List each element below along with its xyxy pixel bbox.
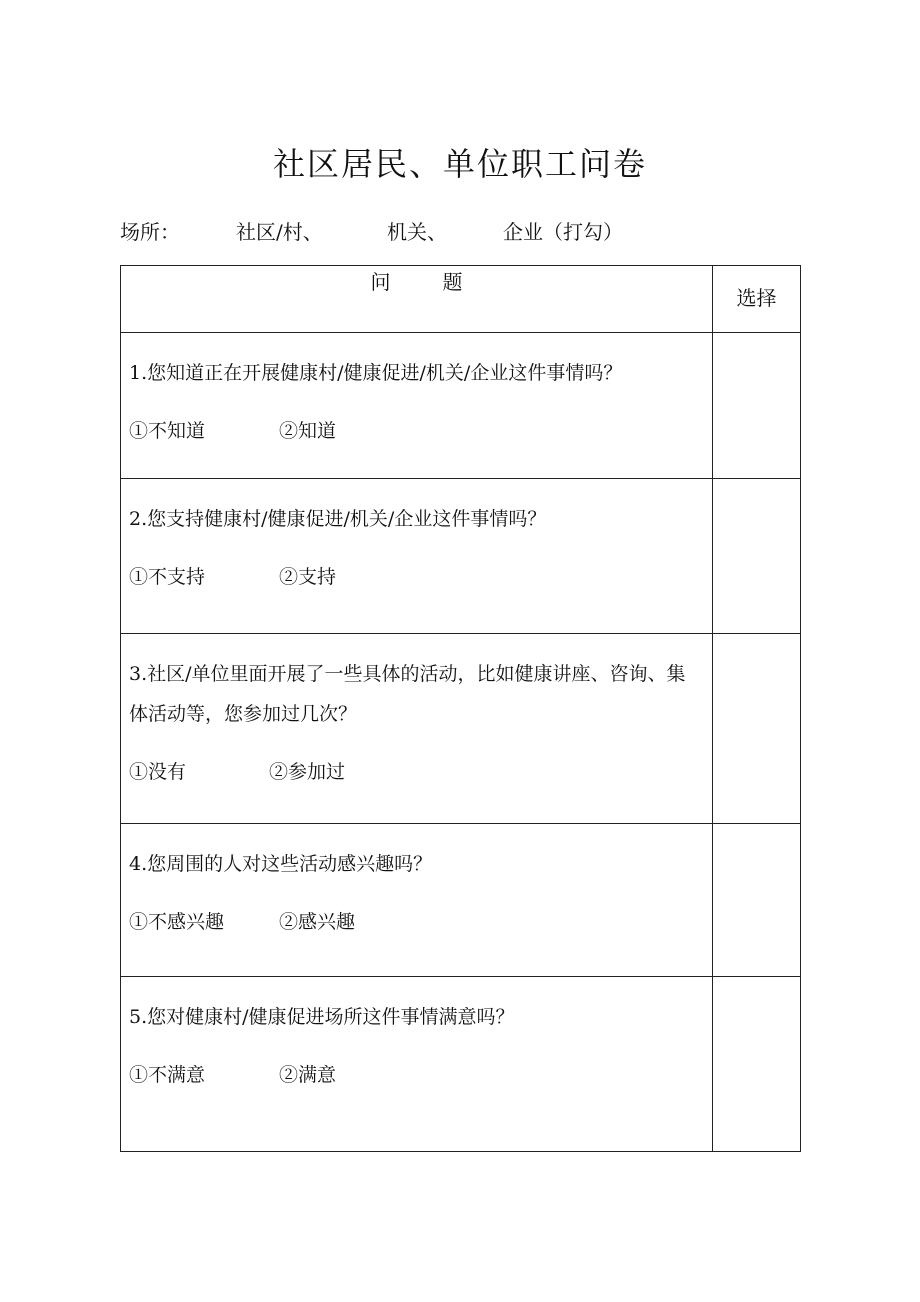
option-a[interactable]: ①不支持: [129, 566, 206, 588]
option-b[interactable]: ②知道: [279, 420, 337, 442]
question-options: [129, 557, 704, 597]
table-header-row: [121, 266, 801, 333]
question-text: 3.社区/单位里面开展了一些具体的活动，比如健康讲座、咨询、集体活动等，您参加过几次？: [129, 663, 686, 725]
option-b[interactable]: ②参加过: [269, 761, 346, 783]
question-options: [129, 752, 704, 792]
question-options: [129, 411, 704, 451]
question-row-5: [121, 977, 801, 1152]
question-options: [129, 1055, 704, 1095]
question-text: 4.您周围的人对这些活动感兴趣吗？: [129, 853, 433, 875]
question-cell: [121, 333, 713, 479]
question-options: [129, 902, 704, 942]
option-a[interactable]: ①不满意: [129, 1064, 206, 1086]
question-cell: [121, 824, 713, 977]
question-row-2: [121, 479, 801, 634]
option-b[interactable]: ②感兴趣: [279, 911, 356, 933]
option-a[interactable]: ①没有: [129, 761, 187, 783]
question-row-1: [121, 333, 801, 479]
choice-cell-5[interactable]: [713, 977, 801, 1152]
question-row-4: [121, 824, 801, 977]
page-title: 社区居民、单位职工问卷: [272, 145, 647, 183]
question-cell: [121, 479, 713, 634]
option-b[interactable]: ②支持: [279, 566, 337, 588]
option-a[interactable]: ①不感兴趣: [129, 911, 225, 933]
place-option-community[interactable]: 社区/村、: [236, 220, 323, 244]
choice-cell-1[interactable]: [713, 333, 801, 479]
choice-cell-2[interactable]: [713, 479, 801, 634]
place-label: 场所：: [120, 220, 180, 244]
place-option-government[interactable]: 机关、: [387, 220, 447, 244]
survey-table: [120, 265, 801, 1152]
option-a[interactable]: ①不知道: [129, 420, 206, 442]
question-text: 2.您支持健康村/健康促进/机关/企业这件事情吗？: [129, 508, 547, 530]
question-text: 1.您知道正在开展健康村/健康促进/机关/企业这件事情吗？: [129, 362, 623, 384]
option-b[interactable]: ②满意: [279, 1064, 337, 1086]
header-question: 问题: [121, 266, 713, 333]
choice-cell-3[interactable]: [713, 634, 801, 824]
header-choice: 选择: [713, 266, 801, 333]
question-cell: [121, 634, 713, 824]
choice-cell-4[interactable]: [713, 824, 801, 977]
question-text: 5.您对健康村/健康促进场所这件事情满意吗？: [129, 1006, 515, 1028]
question-row-3: [121, 634, 801, 824]
question-cell: [121, 977, 713, 1152]
place-option-enterprise[interactable]: 企业（打勾）: [503, 220, 623, 244]
